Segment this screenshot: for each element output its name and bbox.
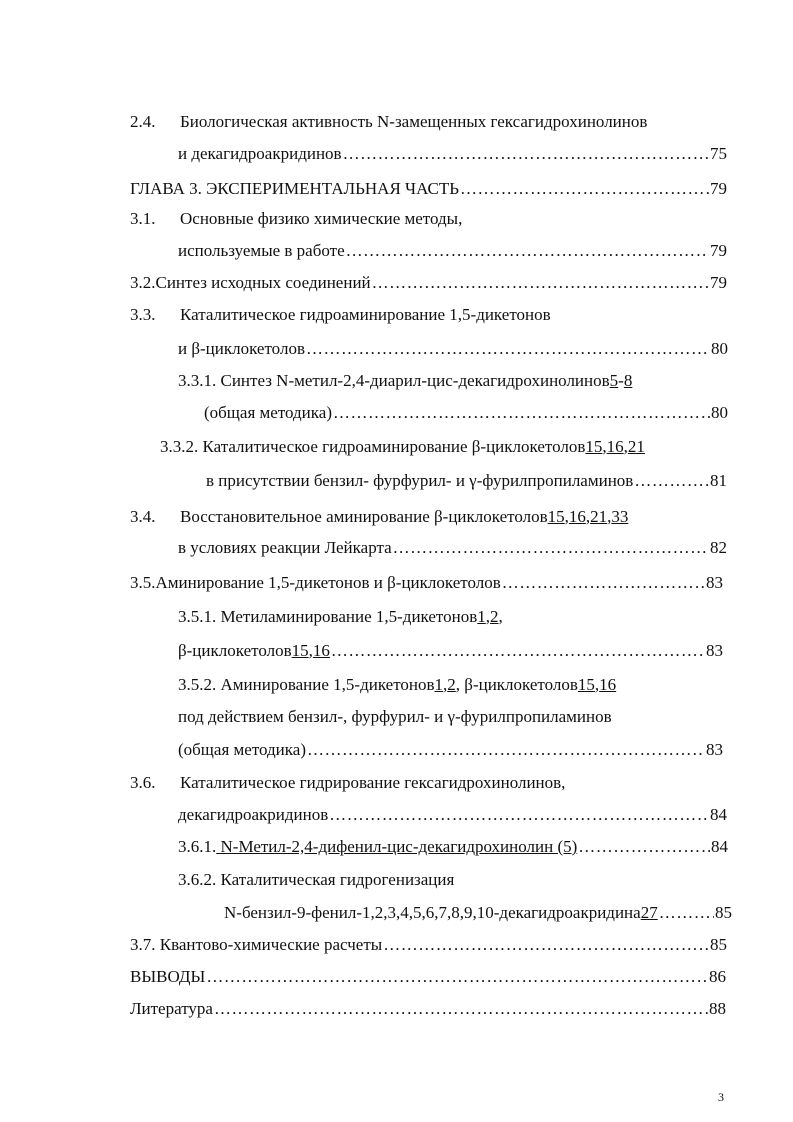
separator: , xyxy=(602,437,607,456)
dot-leader xyxy=(329,802,709,828)
toc-entry-3-4-cont xyxy=(178,535,727,561)
toc-entry-3-1 xyxy=(130,206,730,232)
subsection-title: β-циклокетолов xyxy=(178,641,292,660)
compound-ref: 16 xyxy=(312,641,330,660)
toc-entry-3-3-1-cont xyxy=(204,400,728,426)
subsection-title: 3.5.2. Аминирование 1,5-дикетонов xyxy=(178,675,435,694)
compound-ref: 21 xyxy=(627,437,645,456)
separator: , xyxy=(564,507,569,526)
separator: , xyxy=(594,675,600,694)
toc-entry-3-6-1 xyxy=(178,834,728,860)
subsection-title: (общая методика) xyxy=(204,403,332,422)
toc-entry-2-4 xyxy=(130,109,730,135)
dot-leader xyxy=(659,900,714,926)
toc-entry-3-2 xyxy=(130,270,727,296)
section-title: Основные физико химические методы, xyxy=(180,209,463,228)
compound-ref: 33 xyxy=(611,507,629,526)
dot-leader xyxy=(214,996,708,1022)
section-number: 3.5. xyxy=(130,573,156,592)
toc-chapter-3 xyxy=(130,176,727,202)
page-ref: 83 xyxy=(706,740,723,759)
section-title: Восстановительное аминирование β-циклокетолов xyxy=(180,507,548,526)
compound-ref: 16 xyxy=(568,507,586,526)
page-ref: 88 xyxy=(709,999,726,1018)
section-number: 3.3. xyxy=(130,305,156,324)
section-title: в условиях реакции Лейкарта xyxy=(178,538,392,557)
dot-leader xyxy=(346,238,709,264)
toc-entry-3-5-2-cont2 xyxy=(178,737,723,763)
page-ref: 82 xyxy=(710,538,727,557)
page-ref: 83 xyxy=(706,573,723,592)
toc-entry-3-5-1-cont xyxy=(178,638,723,664)
compound-ref: 15 xyxy=(577,675,595,694)
subsection-title: N-бензил-9-фенил-1,2,3,4,5,6,7,8,9,10-декагидроакридина xyxy=(224,903,641,922)
section-number: 3.1. xyxy=(130,209,156,228)
section-title: Биологическая активность N-замещенных гексагидрохинолинов xyxy=(180,112,648,131)
section-title: ВЫВОДЫ xyxy=(130,967,206,986)
dot-leader xyxy=(383,932,709,958)
section-number: 2.4. xyxy=(130,112,156,131)
page-ref: 75 xyxy=(710,144,727,163)
section-number: 3.6. xyxy=(130,773,156,792)
section-title: и β-циклокетолов xyxy=(178,339,305,358)
subsection-title: N-Метил-2,4-дифенил-цис-декагидрохинолин (5) xyxy=(216,837,578,856)
dot-leader xyxy=(460,176,709,202)
page-ref: 84 xyxy=(710,805,727,824)
page-ref: 84 xyxy=(711,837,728,856)
dot-leader xyxy=(578,834,710,860)
subsection-title: 3.6.2. Каталитическая гидрогенизация xyxy=(178,870,455,889)
subsection-number: 3.6.1. xyxy=(178,837,217,856)
compound-ref: 8 xyxy=(623,371,633,390)
toc-conclusions xyxy=(130,964,726,990)
section-title: используемые в работе xyxy=(178,241,345,260)
page-number: 3 xyxy=(718,1090,724,1104)
section-title: 3.7. Квантово-химические расчеты xyxy=(130,935,383,954)
subsection-title: в присутствии бензил- фурфурил- и γ-фурилпропиламинов xyxy=(206,471,634,490)
separator: , xyxy=(443,675,448,694)
dot-leader xyxy=(206,964,708,990)
compound-ref: 16 xyxy=(606,437,624,456)
separator: , xyxy=(585,507,591,526)
separator: , xyxy=(607,507,612,526)
chapter-title: ГЛАВА 3. ЭКСПЕРИМЕНТАЛЬНАЯ ЧАСТЬ xyxy=(130,179,460,198)
toc-entry-3-6-cont xyxy=(178,802,727,828)
section-number: 3.4. xyxy=(130,507,156,526)
dot-leader xyxy=(307,737,705,763)
subsection-title: (общая методика) xyxy=(178,740,306,759)
compound-ref: 1 xyxy=(434,675,444,694)
section-number: 3.2. xyxy=(130,273,156,292)
compound-ref: 2 xyxy=(447,675,456,694)
dot-leader xyxy=(331,638,705,664)
section-title: декагидроакридинов xyxy=(178,805,329,824)
toc-entry-3-5-1 xyxy=(178,604,598,630)
section-title: Каталитическое гидроаминирование 1,5-дикетонов xyxy=(180,305,551,324)
page-ref: 80 xyxy=(711,403,728,422)
compound-ref: 15 xyxy=(291,641,309,660)
section-title: Каталитическое гидрирование гексагидрохинолинов, xyxy=(180,773,566,792)
dot-leader xyxy=(634,468,709,494)
toc-entry-3-5 xyxy=(130,570,723,596)
toc-entry-3-3-cont xyxy=(178,336,728,362)
page-ref: 81 xyxy=(710,471,727,490)
subsection-title: 3.5.1. Метиламинирование 1,5-дикетонов xyxy=(178,607,478,626)
toc-entry-3-5-2 xyxy=(178,672,718,698)
subsection-title: 3.3.1. Синтез N-метил-2,4-диарил-цис-декагидрохинолинов xyxy=(178,371,610,390)
dot-leader xyxy=(502,570,705,596)
section-title: Аминирование 1,5-дикетонов и β-циклокетолов xyxy=(155,573,501,592)
toc-entry-3-3-2-cont xyxy=(206,468,727,494)
toc-entry-3-5-2-cont xyxy=(178,704,698,730)
compound-ref: 15 xyxy=(585,437,603,456)
toc-entry-3-6 xyxy=(130,770,730,796)
compound-ref: 5 xyxy=(609,371,619,390)
dot-leader xyxy=(333,400,710,426)
toc-entry-2-4-cont xyxy=(178,141,727,167)
page-ref: 80 xyxy=(711,339,728,358)
compound-ref: 2 xyxy=(490,607,499,626)
separator: , xyxy=(485,607,491,626)
page-ref: 79 xyxy=(710,179,727,198)
page-ref: 79 xyxy=(710,241,727,260)
toc-entry-3-6-2 xyxy=(178,867,578,893)
page-ref: 79 xyxy=(710,273,727,292)
subsection-title: 3.3.2. Каталитическое гидроаминирование β-циклокетолов xyxy=(160,437,586,456)
toc-entry-3-1-cont xyxy=(178,238,727,264)
page-ref: 85 xyxy=(715,903,732,922)
separator: , xyxy=(498,607,503,626)
separator: , β-циклокетолов xyxy=(455,675,578,694)
page-ref: 85 xyxy=(710,935,727,954)
compound-ref: 21 xyxy=(590,507,608,526)
section-title: Литература xyxy=(130,999,213,1018)
separator: - xyxy=(618,371,624,390)
compound-ref: 16 xyxy=(599,675,617,694)
page-ref: 83 xyxy=(706,641,723,660)
toc-entry-3-3-2 xyxy=(160,434,730,460)
compound-ref: 27 xyxy=(640,903,658,922)
subsection-title: под действием бензил-, фурфурил- и γ-фурилпропиламинов xyxy=(178,707,612,726)
compound-ref: 15 xyxy=(547,507,565,526)
toc-entry-3-7 xyxy=(130,932,727,958)
dot-leader xyxy=(393,535,709,561)
separator: , xyxy=(308,641,313,660)
dot-leader xyxy=(372,270,709,296)
section-title: и декагидроакридинов xyxy=(178,144,342,163)
compound-ref: 1 xyxy=(477,607,486,626)
section-title: Синтез исходных соединений xyxy=(155,273,371,292)
toc-entry-3-3 xyxy=(130,302,730,328)
page-ref: 86 xyxy=(709,967,726,986)
toc-references xyxy=(130,996,726,1022)
dot-leader xyxy=(343,141,709,167)
toc-entry-3-3-1 xyxy=(178,368,738,394)
dot-leader xyxy=(306,336,710,362)
separator: , xyxy=(623,437,628,456)
toc-entry-3-6-2-cont xyxy=(224,900,732,926)
toc-entry-3-4 xyxy=(130,504,730,530)
